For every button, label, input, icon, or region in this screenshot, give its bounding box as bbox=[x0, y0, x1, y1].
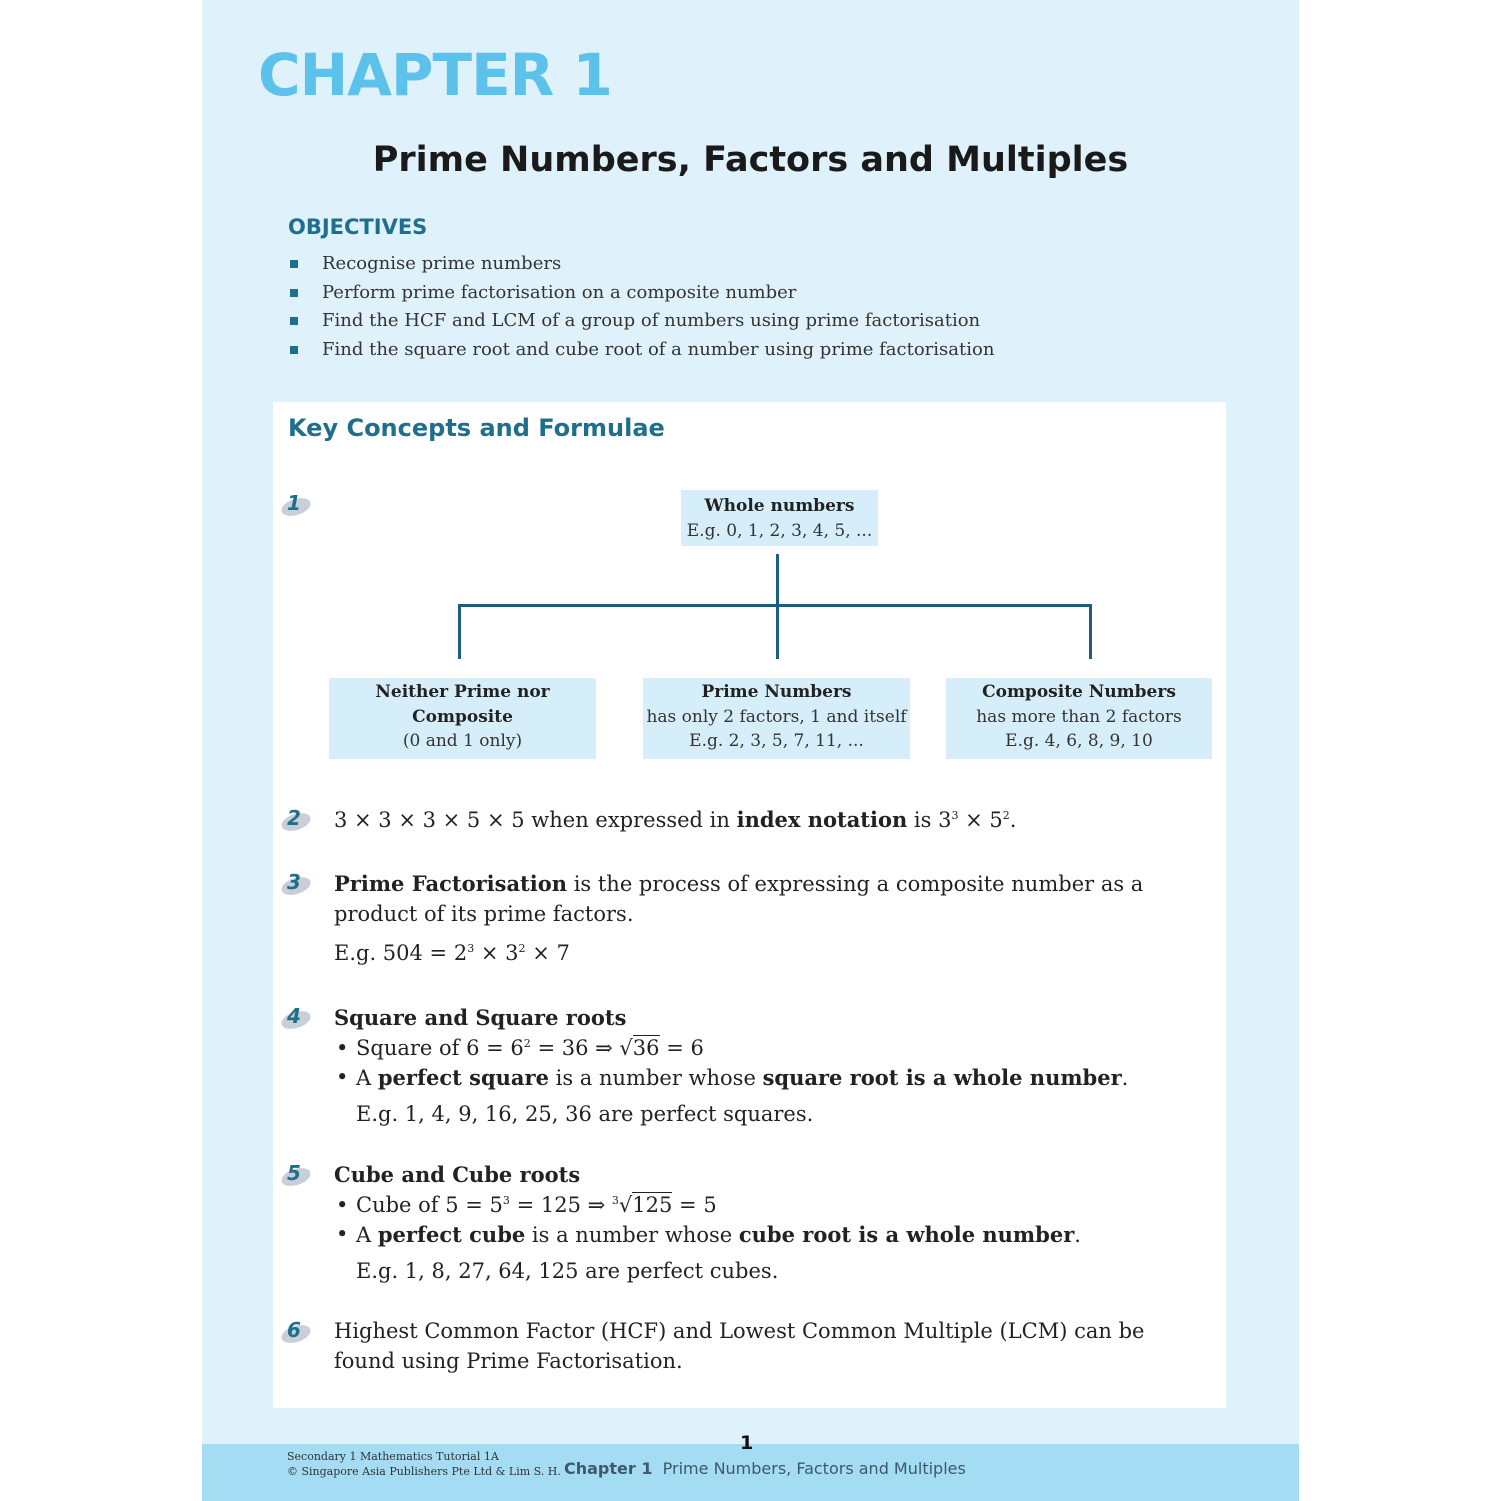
tree-horizontal-line bbox=[458, 604, 1092, 607]
tree-left-branch-line bbox=[458, 604, 461, 659]
tree-right-box: Composite Numbers has more than 2 factors E.g. 4, 6, 8, 9, 10 bbox=[946, 678, 1212, 759]
tree-middle-box: Prime Numbers has only 2 factors, 1 and itself E.g. 2, 3, 5, 7, 11, ... bbox=[643, 678, 910, 759]
square-bullet-icon bbox=[290, 346, 298, 354]
item-number-5: 5 bbox=[279, 1165, 317, 1189]
objective-item: Find the HCF and LCM of a group of numbers using prime factorisation bbox=[288, 307, 994, 336]
objective-item: Find the square root and cube root of a number using prime factorisation bbox=[288, 336, 994, 365]
item-hcf-lcm: Highest Common Factor (HCF) and Lowest Common Multiple (LCM) can be found using Prime Factorisation. bbox=[334, 1319, 1145, 1373]
item-prime-factorisation: Prime Factorisation is the process of expressing a composite number as a product of its prime factors. E.g. $504 = 2^3 \times 3^2 \times 7$ bbox=[334, 871, 1144, 965]
item-number-2: 2 bbox=[279, 810, 317, 834]
item-number-1: 1 bbox=[279, 495, 317, 519]
item-index-notation: 3 × 3 × 3 × 5 × 5 when expressed in index notation is $3^3 \times 5^2$. bbox=[334, 807, 1017, 832]
objectives-heading: OBJECTIVES bbox=[288, 215, 428, 239]
item-number-6: 6 bbox=[279, 1322, 317, 1346]
objective-item: Recognise prime numbers bbox=[288, 250, 994, 279]
item-cube-roots: Cube and Cube roots • Cube of $5 = 5^3 = 125$ ⇒ $^3$√125 = 5 • A perfect cube is a number whose cube root is a whole number. E.g. 1, 8, 27, 64, 125 are perfect cubes. bbox=[334, 1162, 1081, 1283]
item-number-4: 4 bbox=[279, 1008, 317, 1032]
square-bullet-icon bbox=[290, 260, 298, 268]
objective-item: Perform prime factorisation on a composite number bbox=[288, 279, 994, 308]
chapter-title: Prime Numbers, Factors and Multiples bbox=[372, 140, 1129, 180]
footer-credits: Secondary 1 Mathematics Tutorial 1A © Singapore Asia Publishers Pte Ltd & Lim S. H. bbox=[287, 1450, 561, 1478]
objectives-list bbox=[288, 250, 994, 364]
page-number: 1 bbox=[740, 1432, 754, 1454]
key-concepts-panel bbox=[273, 402, 1226, 1408]
item-number-3: 3 bbox=[279, 874, 317, 898]
item-square-roots: Square and Square roots • Square of $6 = 6^2 = 36$ ⇒ √36 = 6 • A perfect square is a number whose square root is a whole number. E.g. 1, 4, 9, 16, 25, 36 are perfect squares. bbox=[334, 1005, 1129, 1126]
chapter-label: CHAPTER 1 bbox=[258, 41, 612, 109]
tree-right-branch-line bbox=[1089, 604, 1092, 659]
footer-chapter: Chapter 1 Prime Numbers, Factors and Multiples bbox=[564, 1459, 966, 1478]
square-bullet-icon bbox=[290, 289, 298, 297]
page-footer bbox=[202, 1432, 1299, 1501]
tree-root-box: Whole numbers E.g. 0, 1, 2, 3, 4, 5, ... bbox=[681, 490, 878, 546]
tree-left-box: Neither Prime nor Composite (0 and 1 only) bbox=[329, 678, 596, 759]
page bbox=[202, 0, 1299, 1501]
tree-trunk-line bbox=[776, 554, 779, 659]
key-concepts-heading: Key Concepts and Formulae bbox=[288, 414, 665, 442]
square-bullet-icon bbox=[290, 317, 298, 325]
